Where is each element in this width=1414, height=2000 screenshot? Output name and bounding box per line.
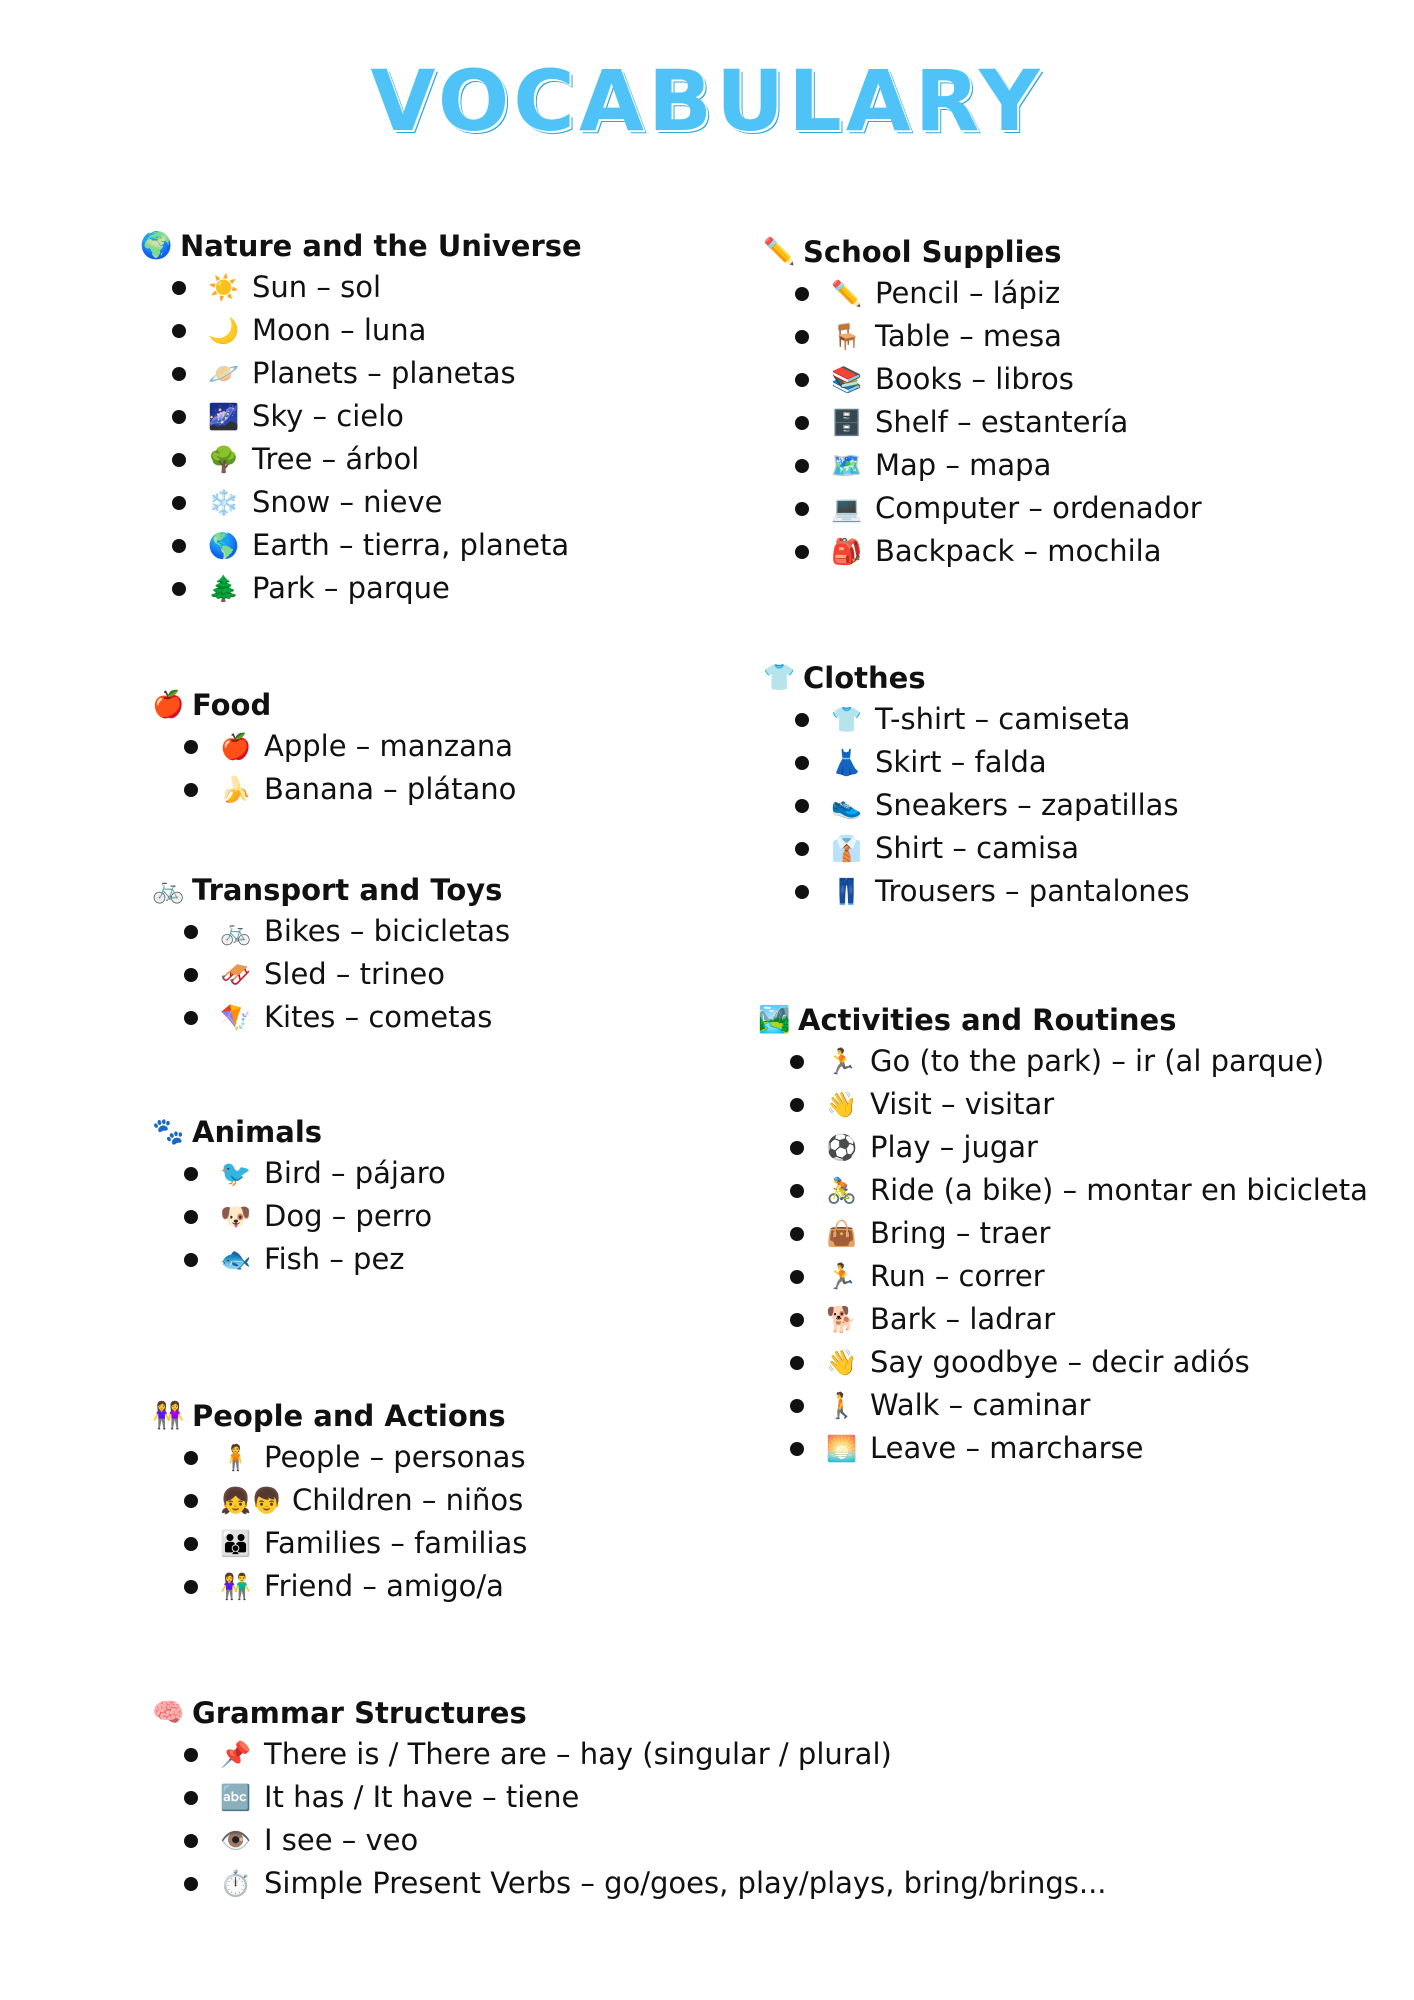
list-item — [184, 1776, 1107, 1819]
section-heading-label: Food — [192, 688, 272, 722]
bullet — [790, 1227, 804, 1241]
item-text: People – personas — [264, 1440, 526, 1474]
item-list — [152, 1733, 1107, 1905]
section-heading-label: Nature and the Universe — [180, 229, 582, 263]
brain-icon: 🧠 — [152, 1698, 185, 1728]
item-text: Visit – visitar — [870, 1087, 1055, 1121]
pushpin-icon: 📌 — [220, 1740, 252, 1769]
section-heading-label: Grammar Structures — [192, 1696, 527, 1730]
shirt-tie-icon: 👔 — [831, 834, 863, 863]
bullet — [795, 885, 809, 899]
bullet — [184, 968, 198, 982]
section-heading — [763, 232, 1202, 272]
bullet — [795, 416, 809, 430]
section-food — [152, 685, 516, 811]
item-list — [152, 725, 516, 811]
bullet — [172, 496, 186, 510]
item-text: Pencil – lápiz — [875, 276, 1061, 310]
bullet — [790, 1356, 804, 1370]
list-item — [184, 1479, 527, 1522]
item-text: Map – mapa — [875, 448, 1052, 482]
list-item — [795, 784, 1190, 827]
sun-icon: ☀️ — [208, 273, 240, 302]
item-text: Books – libros — [875, 362, 1074, 396]
kite-icon: 🪁 — [220, 1003, 252, 1032]
section-heading-label: School Supplies — [803, 235, 1062, 269]
item-list — [763, 698, 1190, 913]
t-shirt-icon: 👕 — [763, 663, 796, 693]
list-item — [790, 1083, 1368, 1126]
section-heading-label: People and Actions — [192, 1399, 506, 1433]
section-activities — [758, 1000, 1368, 1470]
list-item — [790, 1126, 1368, 1169]
bullet — [184, 925, 198, 939]
item-list — [140, 266, 582, 610]
list-item — [184, 953, 510, 996]
bullet — [172, 281, 186, 295]
bullet — [184, 1748, 198, 1762]
list-item — [790, 1384, 1368, 1427]
jeans-icon: 👖 — [831, 877, 863, 906]
eye-icon: 👁️ — [220, 1826, 252, 1855]
item-text: Sky – cielo — [252, 399, 404, 433]
list-item — [795, 698, 1190, 741]
map-icon: 🗺️ — [831, 451, 863, 480]
list-item — [790, 1040, 1368, 1083]
children-icon: 👧👦 — [220, 1486, 283, 1515]
bullet — [795, 459, 809, 473]
apple-icon: 🍎 — [220, 732, 252, 761]
item-list — [758, 1040, 1368, 1470]
item-text: Friend – amigo/a — [264, 1569, 504, 1603]
list-item — [795, 827, 1190, 870]
section-heading-label: Clothes — [803, 661, 926, 695]
bullet — [184, 1253, 198, 1267]
item-text: Bring – traer — [870, 1216, 1051, 1250]
item-text: Earth – tierra, planeta — [252, 528, 570, 562]
earth-icon: 🌎 — [208, 531, 240, 560]
bullet — [184, 1537, 198, 1551]
planet-icon: 🪐 — [208, 359, 240, 388]
list-item — [795, 530, 1202, 573]
list-item — [184, 1862, 1107, 1905]
backpack-icon: 🎒 — [831, 537, 863, 566]
section-heading — [758, 1000, 1368, 1040]
bullet — [790, 1098, 804, 1112]
dog-icon: 🐕 — [826, 1305, 858, 1334]
list-item — [172, 395, 582, 438]
list-item — [795, 315, 1202, 358]
list-item — [184, 996, 510, 1039]
bullet — [184, 783, 198, 797]
sneaker-icon: 👟 — [831, 791, 863, 820]
bullet — [795, 842, 809, 856]
friends-icon: 👫 — [220, 1572, 252, 1601]
section-school-supplies — [763, 232, 1202, 573]
pencil-icon: ✏️ — [763, 237, 796, 267]
section-nature — [140, 226, 582, 610]
item-text: Ride (a bike) – montar en bicicleta — [870, 1173, 1368, 1207]
t-shirt-icon: 👕 — [831, 705, 863, 734]
item-text: Walk – caminar — [870, 1388, 1091, 1422]
bullet — [795, 756, 809, 770]
list-item — [184, 768, 516, 811]
item-text: Snow – nieve — [252, 485, 443, 519]
item-text: Table – mesa — [875, 319, 1062, 353]
section-heading-label: Animals — [192, 1115, 323, 1149]
section-heading-label: Transport and Toys — [192, 873, 503, 907]
item-text: Computer – ordenador — [875, 491, 1202, 525]
bullet — [790, 1399, 804, 1413]
bullet — [172, 324, 186, 338]
section-animals — [152, 1112, 446, 1281]
bullet — [184, 1210, 198, 1224]
bullet — [184, 740, 198, 754]
fish-icon: 🐟 — [220, 1245, 252, 1274]
section-heading-label: Activities and Routines — [798, 1003, 1177, 1037]
person-walking-icon: 🚶 — [826, 1391, 858, 1420]
person-running-icon: 🏃 — [826, 1047, 858, 1076]
item-text: Fish – pez — [264, 1242, 405, 1276]
bullet — [172, 367, 186, 381]
bullet — [790, 1055, 804, 1069]
stopwatch-icon: ⏱️ — [220, 1869, 252, 1898]
section-heading — [152, 1693, 1107, 1733]
item-text: I see – veo — [264, 1823, 419, 1857]
sunrise-icon: 🌅 — [826, 1434, 858, 1463]
section-people — [152, 1396, 527, 1608]
apple-icon: 🍎 — [152, 690, 185, 720]
bullet — [795, 502, 809, 516]
bullet — [184, 1877, 198, 1891]
item-list — [152, 1436, 527, 1608]
item-text: T-shirt – camiseta — [875, 702, 1131, 736]
two-people-icon: 👭 — [152, 1401, 185, 1431]
list-item — [172, 567, 582, 610]
bullet — [172, 410, 186, 424]
person-standing-icon: 🧍 — [220, 1443, 252, 1472]
dress-icon: 👗 — [831, 748, 863, 777]
item-text: There is / There are – hay (singular / plural) — [264, 1737, 892, 1771]
list-item — [184, 1522, 527, 1565]
item-text: Shirt – camisa — [875, 831, 1079, 865]
chair-icon: 🪑 — [831, 322, 863, 351]
bullet — [172, 582, 186, 596]
bullet — [172, 453, 186, 467]
item-text: Bikes – bicicletas — [264, 914, 511, 948]
list-item — [184, 1565, 527, 1608]
list-item — [790, 1169, 1368, 1212]
list-item — [184, 725, 516, 768]
list-item — [795, 741, 1190, 784]
bullet — [184, 1494, 198, 1508]
item-text: Simple Present Verbs – go/goes, play/plays, bring/brings... — [264, 1866, 1107, 1900]
bullet — [184, 1011, 198, 1025]
family-icon: 👪 — [220, 1529, 252, 1558]
bird-icon: 🐦 — [220, 1159, 252, 1188]
item-text: Shelf – estantería — [875, 405, 1129, 439]
item-text: Bark – ladrar — [870, 1302, 1056, 1336]
item-text: It has / It have – tiene — [264, 1780, 580, 1814]
list-item — [184, 1152, 446, 1195]
item-text: Sled – trineo — [264, 957, 445, 991]
section-heading — [152, 1396, 527, 1436]
item-list — [152, 1152, 446, 1281]
list-item — [795, 444, 1202, 487]
banana-icon: 🍌 — [220, 775, 252, 804]
list-item — [795, 401, 1202, 444]
bullet — [795, 713, 809, 727]
item-text: Play – jugar — [870, 1130, 1038, 1164]
list-item — [184, 1733, 1107, 1776]
item-text: Apple – manzana — [264, 729, 514, 763]
file-cabinet-icon: 🗄️ — [831, 408, 863, 437]
list-item — [790, 1298, 1368, 1341]
item-text: Skirt – falda — [875, 745, 1047, 779]
waving-hand-icon: 👋 — [826, 1090, 858, 1119]
list-item — [795, 870, 1190, 913]
item-text: Dog – perro — [264, 1199, 433, 1233]
item-text: Say goodbye – decir adiós — [870, 1345, 1250, 1379]
section-heading — [152, 870, 510, 910]
bullet — [790, 1184, 804, 1198]
evergreen-tree-icon: 🌲 — [208, 574, 240, 603]
section-heading — [152, 1112, 446, 1152]
bullet — [184, 1834, 198, 1848]
globe-icon: 🌍 — [140, 231, 173, 261]
list-item — [790, 1212, 1368, 1255]
item-text: Trousers – pantalones — [875, 874, 1190, 908]
bullet — [172, 539, 186, 553]
item-text: Bird – pájaro — [264, 1156, 446, 1190]
section-heading — [140, 226, 582, 266]
item-text: Tree – árbol — [252, 442, 420, 476]
list-item — [795, 358, 1202, 401]
item-text: Families – familias — [264, 1526, 528, 1560]
runner-icon: 🏃 — [826, 1262, 858, 1291]
item-text: Backpack – mochila — [875, 534, 1162, 568]
list-item — [790, 1255, 1368, 1298]
bullet — [790, 1141, 804, 1155]
item-text: Sneakers – zapatillas — [875, 788, 1179, 822]
laptop-icon: 💻 — [831, 494, 863, 523]
item-list — [152, 910, 510, 1039]
bullet — [795, 799, 809, 813]
books-icon: 📚 — [831, 365, 863, 394]
soccer-ball-icon: ⚽ — [826, 1133, 858, 1162]
list-item — [184, 1819, 1107, 1862]
list-item — [184, 1436, 527, 1479]
list-item — [184, 1238, 446, 1281]
item-text: Leave – marcharse — [870, 1431, 1144, 1465]
item-text: Kites – cometas — [264, 1000, 493, 1034]
bullet — [790, 1270, 804, 1284]
bullet — [790, 1442, 804, 1456]
list-item — [172, 438, 582, 481]
item-text: Planets – planetas — [252, 356, 516, 390]
list-item — [172, 309, 582, 352]
handbag-icon: 👜 — [826, 1219, 858, 1248]
item-text: Sun – sol — [252, 270, 382, 304]
waving-hand-icon: 👋 — [826, 1348, 858, 1377]
list-item — [172, 266, 582, 309]
list-item — [184, 910, 510, 953]
item-list — [763, 272, 1202, 573]
list-item — [790, 1427, 1368, 1470]
abc-icon: 🔤 — [220, 1783, 252, 1812]
list-item — [790, 1341, 1368, 1384]
list-item — [795, 272, 1202, 315]
cyclist-icon: 🚴 — [826, 1176, 858, 1205]
sled-icon: 🛷 — [220, 960, 252, 989]
section-heading — [763, 658, 1190, 698]
bullet — [184, 1167, 198, 1181]
bullet — [795, 287, 809, 301]
snowflake-icon: ❄️ — [208, 488, 240, 517]
tree-icon: 🌳 — [208, 445, 240, 474]
paw-prints-icon: 🐾 — [152, 1117, 185, 1147]
item-text: Moon – luna — [252, 313, 427, 347]
bicycle-icon: 🚲 — [152, 875, 185, 905]
bullet — [790, 1313, 804, 1327]
item-text: Run – correr — [870, 1259, 1045, 1293]
list-item — [172, 352, 582, 395]
item-text: Banana – plátano — [264, 772, 517, 806]
page-title: VOCABULARY — [370, 52, 1044, 150]
section-clothes — [763, 658, 1190, 913]
landscape-icon: 🏞️ — [758, 1005, 791, 1035]
list-item — [172, 524, 582, 567]
bullet — [795, 545, 809, 559]
list-item — [795, 487, 1202, 530]
bullet — [184, 1451, 198, 1465]
section-grammar — [152, 1693, 1107, 1905]
bicycle-icon: 🚲 — [220, 917, 252, 946]
night-sky-icon: 🌌 — [208, 402, 240, 431]
bullet — [184, 1791, 198, 1805]
list-item — [172, 481, 582, 524]
bullet — [795, 373, 809, 387]
dog-face-icon: 🐶 — [220, 1202, 252, 1231]
pencil-icon: ✏️ — [831, 279, 863, 308]
list-item — [184, 1195, 446, 1238]
bullet — [795, 330, 809, 344]
item-text: Children – niños — [292, 1483, 524, 1517]
section-transport — [152, 870, 510, 1039]
bullet — [184, 1580, 198, 1594]
item-text: Park – parque — [252, 571, 450, 605]
section-heading — [152, 685, 516, 725]
moon-icon: 🌙 — [208, 316, 240, 345]
item-text: Go (to the park) – ir (al parque) — [870, 1044, 1325, 1078]
